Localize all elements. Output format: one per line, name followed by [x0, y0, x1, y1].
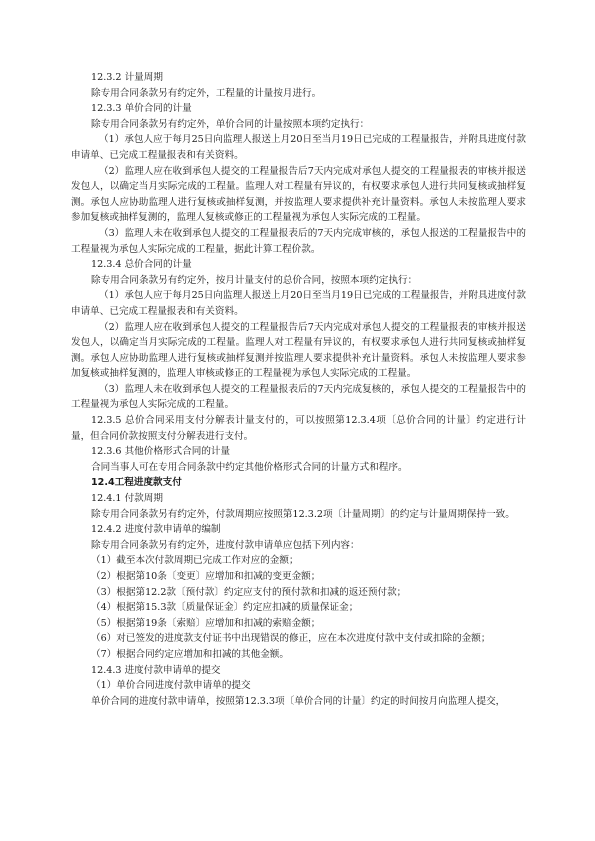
- paragraph: （3）监理人未在收到承包人提交的工程量报表后的7天内完成复核的，承包人提交的工程量报告中的工程量视为承包人实际完成的工程量。: [71, 383, 526, 411]
- paragraph: 12.3.6 其他价格形式合同的计量: [91, 446, 231, 458]
- paragraph: 12.3.5 总价合同采用支付分解表计量支付的，可以按照第12.3.4项〔总价合同的计量〕约定进行计量，但合同价款按照支付分解表进行支付。: [71, 415, 526, 442]
- paragraph: 合同当事人可在专用合同条款中约定其他价格形式合同的计量方式和程序。: [91, 461, 408, 473]
- paragraph: 12.4.1 付款周期: [91, 493, 163, 505]
- paragraph: （2）监理人应在收到承包人提交的工程量报告后7天内完成对承包人提交的工程量报表的审核并报送发包人，以确定当月实际完成的工程量。监理人对工程量有异议的，有权要求承包人进行共同复核或抽样复测。承包人应协助监理人进行复核或抽样复测并按监理人要求提供补充计量资料。承包人未按监理人要求参加复核或抽样复测的，监理人审核或修正的工程量视为承包人实际完成的工程量。: [71, 321, 526, 380]
- paragraph: 12.3.3 单价合同的计量: [91, 103, 192, 115]
- paragraph: 除专用合同条款另有约定外，付款周期应按照第12.3.2项〔计量周期〕的约定与计量周期保持一致。: [91, 508, 515, 520]
- paragraph: 12.4.3 进度付款申请单的提交: [91, 664, 221, 676]
- list-item: （5）根据第19条〔索赔〕应增加和扣减的索赔金额；: [91, 617, 321, 629]
- list-item: （1）截至本次付款周期已完成工作对应的金额；: [91, 555, 299, 567]
- list-item: （6）对已签发的进度款支付证书中出现错误的修正，应在本次进度付款中支付或扣除的金额；: [91, 633, 491, 645]
- paragraph: （1）单价合同进度付款申请单的提交: [91, 680, 251, 692]
- paragraph: 除专用合同条款另有约定外，按月计量支付的总价合同，按照本项约定执行：: [91, 274, 418, 286]
- paragraph: （2）监理人应在收到承包人提交的工程量报告后7天内完成对承包人提交的工程量报表的审核并报送发包人，以确定当月实际完成的工程量。监理人对工程量有异议的，有权要求承包人进行共同复核或抽样复测。承包人应协助监理人进行复核或抽样复测，并按监理人要求提供补充计量资料。承包人未按监理人要求参加复核或抽样复测的，监理人复核或修正的工程量视为承包人实际完成的工程量。: [71, 165, 526, 224]
- paragraph: 单价合同的进度付款申请单，按照第12.3.3项〔单价合同的计量〕约定的时间按月向监理人提交，: [91, 695, 506, 707]
- paragraph: （1）承包人应于每月25日向监理人报送上月20日至当月19日已完成的工程量报告，并附具进度付款申请单、已完成工程量报表和有关资料。: [71, 290, 526, 317]
- paragraph: 除专用合同条款另有约定外，进度付款申请单应包括下列内容：: [91, 539, 360, 551]
- page-content: [71, 70, 526, 709]
- paragraph: 12.3.4 总价合同的计量: [91, 259, 192, 271]
- list-item: （4）根据第15.3款〔质量保证金〕约定应扣减的质量保证金；: [91, 602, 359, 614]
- paragraph: 除专用合同条款另有约定外，单价合同的计量按照本项约定执行：: [91, 118, 370, 130]
- paragraph: 除专用合同条款另有约定外，工程量的计量按月进行。: [91, 87, 322, 99]
- paragraph: 12.3.2 计量周期: [91, 72, 163, 83]
- list-item: （2）根据第10条〔变更〕应增加和扣减的变更金额；: [91, 571, 321, 582]
- paragraph: （1）承包人应于每月25日向监理人报送上月20日至当月19日已完成的工程量报告，并附具进度付款申请单、已完成工程量报表和有关资料。: [71, 134, 526, 161]
- list-item: （7）根据合同约定应增加和扣减的其他金额。: [91, 648, 289, 660]
- list-item: （3）根据第12.2款〔预付款〕约定应支付的预付款和扣减的返还预付款；: [91, 586, 407, 598]
- paragraph: 12.4.2 进度付款申请单的编制: [91, 524, 221, 536]
- section-heading: 12.4工程进度款支付: [91, 477, 182, 489]
- paragraph: （3）监理人未在收到承包人提交的工程量报表后的7天内完成审核的，承包人报送的工程量报告中的工程量视为承包人实际完成的工程量，据此计算工程价款。: [71, 227, 526, 255]
